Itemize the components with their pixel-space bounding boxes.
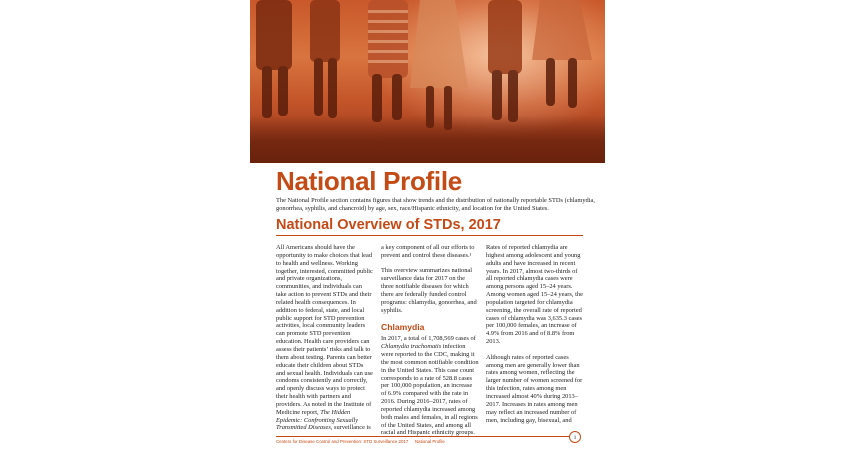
paragraph-text: infection were reported to the CDC, making it the most common notifiable condition in the United States. This case count corresponds to a rate of 528.8 cases per 100,000 population, an increase of 6.9% compared with the rate in 2016. During 2016–2017, rates of reported chlamydia increased among both males and females, in all regions of the United States, and among all racial and Hispanic ethnicity groups. — [381, 343, 479, 437]
section-title: National Overview of STDs, 2017 — [276, 217, 501, 233]
column-3-paragraph-1: Rates of reported chlamydia are highest among adolescent and young adults and have increased in recent years. In 2017, almost two-thirds of all reported chlamydia cases were among persons aged 15–24 years. Among women aged 15–24 years, the population targeted for chlamydia screening, the overall rate of reported cases of chlamydia was 3,635.3 cases per 100,000 females, an increase of 4.9% from 2016 and of 8.8% from 2013. — [486, 244, 583, 346]
document-page — [250, 0, 605, 460]
footer-source: Centers for Disease Control and Prevention: STD Surveillance 2017 — [276, 439, 409, 444]
chlamydia-heading: Chlamydia — [381, 322, 425, 333]
column-3-paragraph-2: Although rates of reported cases among men are generally lower than rates among women, reflecting the larger number of women screened for this infection, rates among men increased almost 40% during 2013–2017. Increases in rates among men may reflect an increased number of men, including gay, bisexual, and — [486, 353, 583, 424]
footer-section: National Profile — [415, 439, 445, 444]
column-2-paragraph-1: a key component of all our efforts to prevent and control these diseases.¹ — [381, 244, 475, 259]
grass-field — [250, 115, 605, 163]
column-1-paragraph — [276, 244, 374, 432]
report-title: The Hidden Epidemic: Confronting Sexually Transmitted Diseases — [276, 408, 359, 432]
hero-photo — [250, 0, 605, 163]
footer-divider — [276, 436, 581, 437]
paragraph-text: In 2017, a total of 1,708,569 cases of — [381, 335, 476, 343]
paragraph-text: , surveillance is — [330, 424, 371, 432]
page-number: 1 — [569, 431, 581, 443]
paragraph-text: All Americans should have the opportunity to make choices that lead to health and wellness. Working together, interested, committed public and private organizations, communities, and individuals can take action to prevent STDs and their related health consequences. In addition to federal, state, and local public support for STD prevention activities, local community leaders can promote STD prevention education. Health care providers can assess their patients’ risks and talk to them about testing. Parents can better educate their children about STDs and sexual health. Individuals can use condoms consistently and correctly, and openly discuss ways to protect their health with partners and providers. As noted in the Institute of Medicine report, — [276, 244, 373, 416]
title-divider — [276, 235, 583, 236]
column-2 — [381, 244, 479, 445]
column-2-paragraph-2: This overview summarizes national surveillance data for 2017 on the three notifiable diseases for which there are federally funded control programs: chlamydia, gonorrhea, and syphilis. — [381, 267, 477, 314]
intro-paragraph: The National Profile section contains figures that show trends and the distribution of nationally reportable STDs (chlamydia, gonorrhea, syphilis, and chancroid) by age, sex, race/Hispanic ethnicity, and location for the United States. — [276, 197, 595, 212]
column-3 — [486, 244, 584, 432]
column-1 — [276, 244, 374, 440]
page-title: National Profile — [276, 166, 462, 196]
organism-name: Chlamydia trachomatis — [381, 343, 442, 351]
column-2-paragraph-3 — [381, 335, 479, 437]
